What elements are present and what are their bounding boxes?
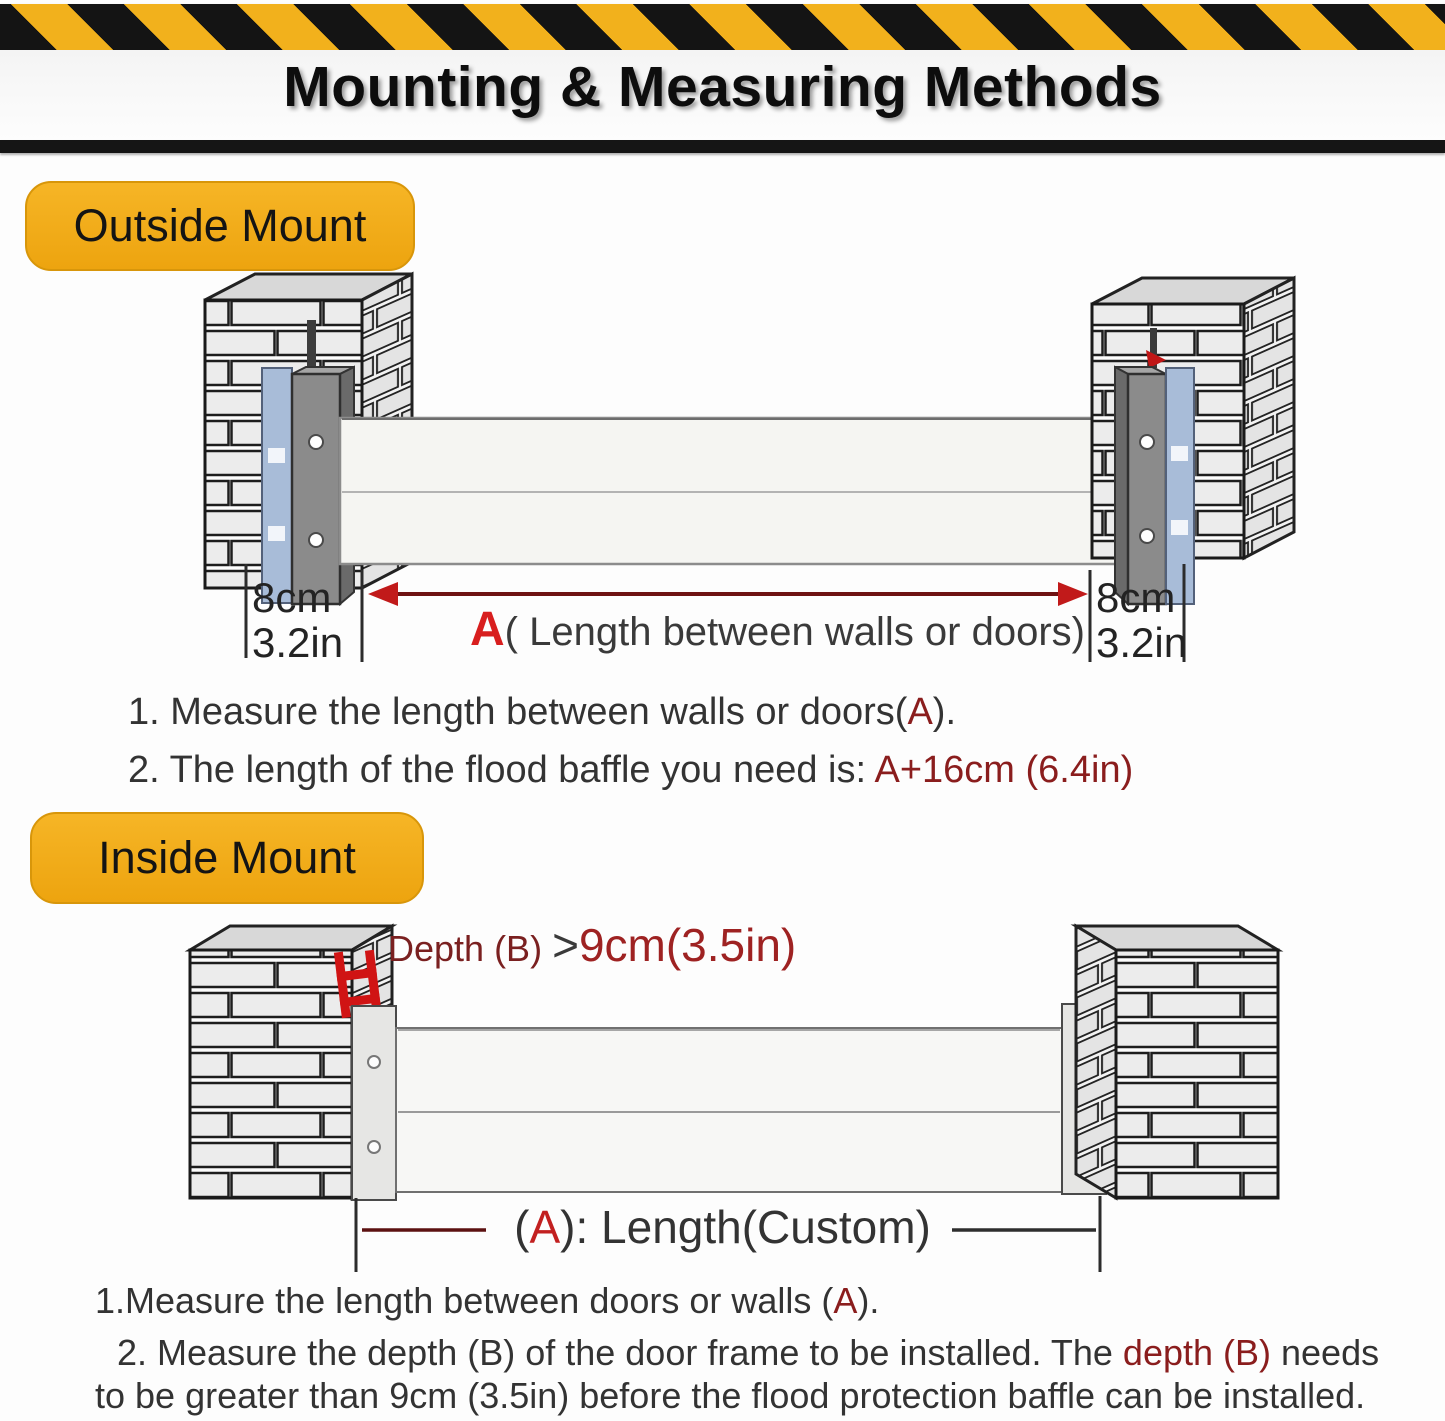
- right-brick-pillar: [1076, 926, 1278, 1198]
- outside-mount-steps: [128, 690, 1133, 793]
- step-text: 2. Measure the depth (B) of the door frame to be installed. The: [117, 1332, 1123, 1374]
- length-a-caption: [470, 602, 1085, 657]
- step-text: ).: [857, 1280, 880, 1321]
- divider-bar: [0, 140, 1445, 153]
- length-a-letter: A: [529, 1201, 561, 1253]
- inside-mount-steps: [95, 1280, 1379, 1417]
- step-text: 1. Measure the length between walls or doors(: [128, 691, 908, 733]
- length-custom-caption: [0, 1200, 1445, 1254]
- step-text: 2. The length of the flood baffle you need is:: [128, 748, 875, 791]
- step-text: needs: [1271, 1332, 1380, 1374]
- outside-step-2: [128, 748, 1133, 794]
- length-a-letter: A: [470, 603, 505, 656]
- step-highlight: A: [907, 691, 933, 733]
- inside-step-1: [95, 1280, 1379, 1322]
- greater-than-symbol: >: [552, 919, 579, 971]
- left-gap-in: 3.2in: [252, 618, 344, 666]
- right-mount-channel: [1115, 328, 1194, 604]
- length-a-text: ( Length between walls or doors): [504, 610, 1085, 654]
- step-text: to be greater than 9cm (3.5in) before the flood protection baffle can be installed.: [95, 1374, 1366, 1416]
- flood-barrier-panel: [396, 1028, 1062, 1192]
- page-title: Mounting & Measuring Methods: [283, 55, 1162, 119]
- left-gap-cm: 8cm: [252, 574, 332, 621]
- inside-mount-label-text: Inside Mount: [98, 832, 356, 883]
- outside-mount-label-text: Outside Mount: [73, 200, 367, 251]
- right-gap-in: 3.2in: [1096, 618, 1188, 666]
- inside-mount-label: [30, 812, 424, 904]
- outside-step-1: [128, 690, 1133, 736]
- inside-step-2: [95, 1332, 1379, 1417]
- flood-barrier-panel: [340, 418, 1130, 564]
- caption-text: (: [514, 1201, 530, 1253]
- outside-mount-label: [25, 181, 415, 271]
- hazard-stripe-banner: [0, 4, 1445, 50]
- step-text: 1.Measure the length between doors or walls (: [95, 1280, 834, 1321]
- depth-b-caption: [388, 918, 796, 972]
- step-highlight: A: [833, 1280, 858, 1321]
- right-gap-cm: 8cm: [1096, 574, 1176, 621]
- step-highlight: depth (B): [1122, 1332, 1271, 1374]
- right-gap-dimension: [1096, 576, 1187, 665]
- left-channel-bracket: [352, 1006, 396, 1200]
- depth-value: 9cm(3.5in): [578, 919, 797, 971]
- step-highlight: A+16cm (6.4in): [874, 748, 1134, 791]
- depth-label: Depth (B): [388, 928, 553, 969]
- step-text: ).: [932, 691, 957, 733]
- left-gap-dimension: [252, 576, 343, 665]
- caption-text: ): Length(Custom): [560, 1201, 931, 1253]
